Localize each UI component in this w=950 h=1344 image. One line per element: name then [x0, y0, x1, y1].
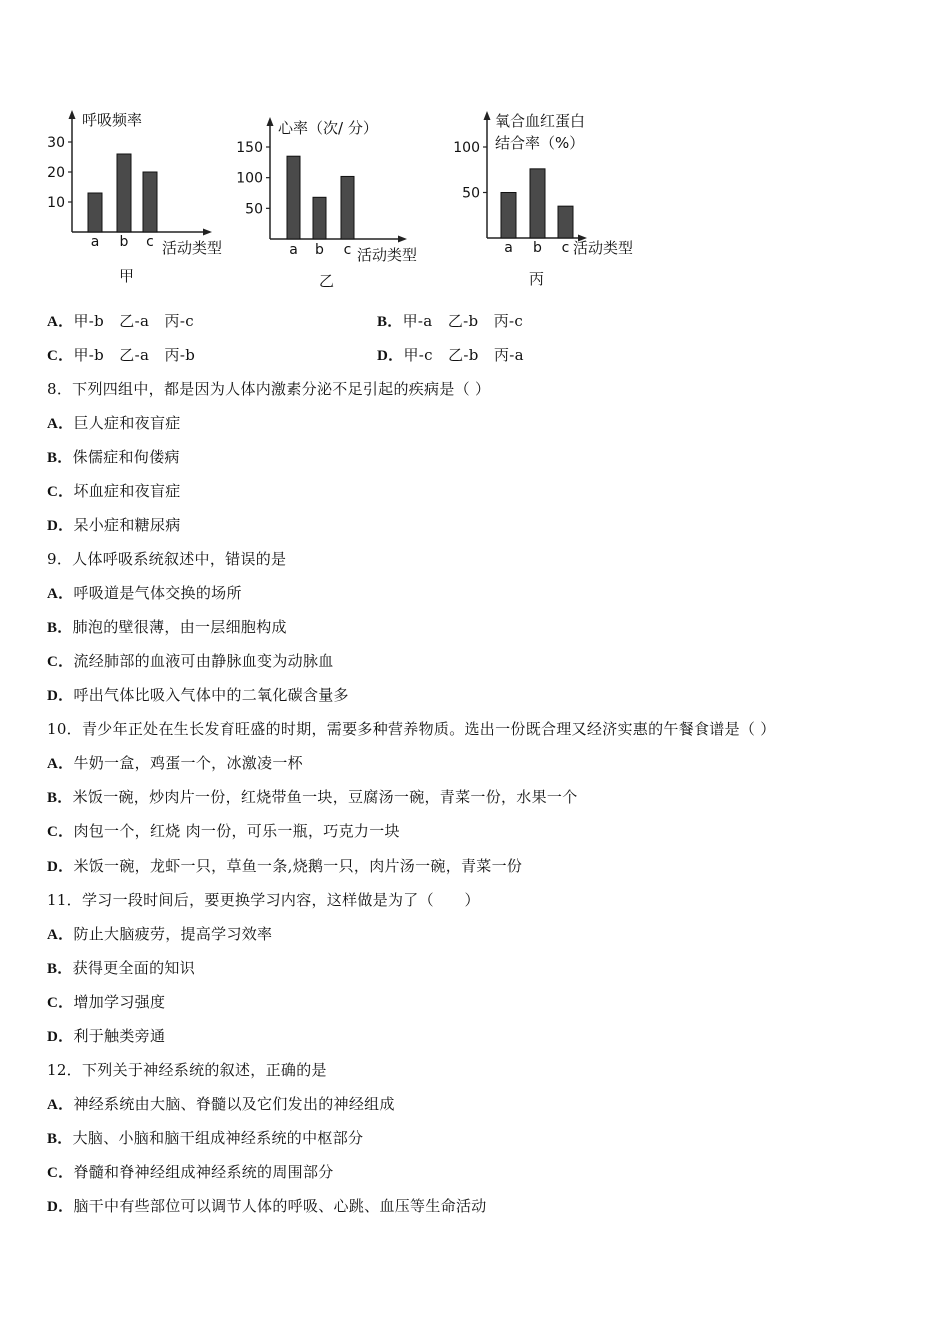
chart-jia-tick-label: 20 [47, 165, 65, 181]
option-text: 牛奶一盒，鸡蛋一个，冰激凌一杯 [73, 754, 303, 772]
chart-yi-category-label: b [315, 242, 324, 258]
q12-stem: 12．下列关于神经系统的叙述，正确的是 [47, 1061, 327, 1079]
q9-option-d[interactable] [47, 685, 349, 706]
chart-jia-bar-a [88, 193, 102, 232]
option-letter: C． [47, 654, 74, 670]
option-text: 防止大脑疲劳，提高学习效率 [73, 925, 273, 943]
chart-bing-ylabel-line1: 氧合血红蛋白 [495, 112, 586, 130]
q11-option-c[interactable] [47, 992, 165, 1013]
chart-yi-xlabel: 活动类型 [357, 246, 418, 264]
q10-stem: 10．青少年正处在生长发育旺盛的时期，需要多种营养物质。选出一份既合理又经济实惠的午餐食谱是（ ） [47, 720, 776, 738]
option-letter: B． [47, 961, 73, 977]
option-letter: B． [47, 1131, 73, 1147]
chart-yi-tick-label: 100 [236, 170, 263, 187]
chart-yi-y-arrow [267, 117, 274, 126]
option-letter: B． [47, 620, 73, 636]
q8-option-c[interactable] [47, 481, 181, 502]
chart-yi-bar-b [313, 197, 326, 239]
chart-bing-xlabel: 活动类型 [573, 239, 634, 257]
option-text: 肉包一个，红烧 肉一份，可乐一瓶，巧克力一块 [73, 822, 400, 840]
q10-option-b[interactable] [47, 787, 578, 808]
q7-option-a[interactable] [47, 311, 194, 332]
chart-yi-caption: 乙 [319, 272, 335, 290]
q8-stem: 8．下列四组中，都是因为人体内激素分泌不足引起的疾病是（ ） [47, 380, 491, 398]
q7-option-c[interactable] [47, 345, 195, 366]
q11-option-a[interactable] [47, 924, 272, 945]
q8-option-a[interactable] [47, 413, 181, 434]
option-letter: C． [47, 484, 74, 500]
option-text: 脊髓和脊神经组成神经系统的周围部分 [73, 1163, 334, 1181]
q10-option-d[interactable] [47, 856, 522, 877]
chart-yi-ylabel: 心率（次/ 分） [278, 119, 378, 137]
chart-yi [228, 112, 438, 294]
option-text: 甲-c 乙-b 丙-a [403, 346, 524, 364]
q12-option-a[interactable] [47, 1094, 395, 1115]
chart-yi-tick-label: 50 [245, 201, 263, 218]
option-text: 呆小症和糖尿病 [73, 516, 181, 534]
option-text: 坏血症和夜盲症 [73, 482, 181, 500]
option-letter: D． [377, 348, 404, 364]
option-text: 增加学习强度 [73, 993, 166, 1011]
chart-jia-ylabel: 呼吸频率 [82, 111, 143, 129]
option-letter: C． [47, 995, 74, 1011]
q9-option-c[interactable] [47, 651, 334, 672]
option-text: 脑干中有些部位可以调节人体的呼吸、心跳、血压等生命活动 [73, 1197, 487, 1215]
chart-bing [445, 106, 660, 292]
chart-jia [40, 105, 240, 285]
option-text: 甲-b 乙-a 丙-c [73, 312, 194, 330]
option-letter: D． [47, 688, 74, 704]
option-text: 巨人症和夜盲症 [73, 414, 181, 432]
q11-option-b[interactable] [47, 958, 195, 979]
option-text: 米饭一碗，炒肉片一份，红烧带鱼一块，豆腐汤一碗，青菜一份，水果一个 [72, 788, 578, 806]
chart-jia-tick-label: 30 [47, 135, 65, 151]
chart-jia-xlabel: 活动类型 [162, 239, 223, 257]
chart-bing-category-label: c [561, 240, 570, 256]
option-letter: C． [47, 824, 74, 840]
option-letter: C． [47, 348, 74, 364]
q11-stem: 11．学习一段时间后，要更换学习内容，这样做是为了（ ） [47, 891, 480, 909]
q12-option-b[interactable] [47, 1128, 363, 1149]
q8-option-d[interactable] [47, 515, 181, 536]
chart-bing-tick-label: 100 [453, 140, 480, 156]
chart-jia-category-label: c [146, 234, 154, 250]
option-text: 大脑、小脑和脑干组成神经系统的中枢部分 [72, 1129, 364, 1147]
option-letter: B． [47, 450, 73, 466]
option-letter: A． [47, 416, 74, 432]
chart-jia-x-arrow [203, 229, 212, 236]
option-text: 肺泡的壁很薄，由一层细胞构成 [72, 618, 287, 636]
option-text: 利于触类旁通 [73, 1027, 166, 1045]
option-text: 呼吸道是气体交换的场所 [73, 584, 242, 602]
option-letter: A． [47, 756, 74, 772]
chart-bing-bar-b [530, 169, 545, 238]
option-letter: B． [47, 790, 73, 806]
option-text: 呼出气体比吸入气体中的二氧化碳含量多 [73, 686, 349, 704]
option-letter: D． [47, 518, 74, 534]
q9-stem: 9．人体呼吸系统叙述中，错误的是 [47, 550, 287, 568]
chart-jia-caption: 甲 [119, 267, 135, 285]
option-letter: A． [47, 586, 74, 602]
chart-bing-bar-c [558, 206, 573, 238]
chart-bing-category-label: b [533, 240, 542, 256]
chart-jia-tick-label: 10 [47, 195, 65, 211]
q10-option-a[interactable] [47, 753, 303, 774]
chart-jia-category-label: a [90, 234, 100, 250]
q9-option-b[interactable] [47, 617, 287, 638]
chart-bing-ylabel-line2: 结合率（%） [495, 134, 585, 152]
option-text: 侏儒症和佝偻病 [72, 448, 180, 466]
option-letter: A． [47, 1097, 74, 1113]
chart-yi-x-arrow [398, 236, 407, 243]
option-text: 流经肺部的血液可由静脉血变为动脉血 [73, 652, 334, 670]
q7-option-b[interactable] [377, 311, 523, 332]
option-text: 米饭一碗，龙虾一只，草鱼一条,烧鹅一只，肉片汤一碗，青菜一份 [73, 857, 523, 875]
chart-yi-bar-c [341, 176, 354, 239]
option-text: 神经系统由大脑、脊髓以及它们发出的神经组成 [73, 1095, 395, 1113]
option-text: 甲-b 乙-a 丙-b [73, 346, 196, 364]
chart-yi-tick-label: 150 [236, 140, 263, 156]
option-letter: D． [47, 859, 74, 875]
option-letter: B． [377, 314, 403, 330]
chart-jia-y-arrow [69, 110, 76, 119]
chart-bing-category-label: a [504, 240, 513, 256]
chart-yi-category-label: a [289, 242, 298, 258]
chart-bing-tick-label: 50 [462, 185, 480, 202]
q12-option-c[interactable] [47, 1162, 334, 1183]
chart-bing-y-arrow [484, 111, 491, 120]
q7-option-d[interactable] [377, 345, 524, 366]
chart-jia-category-label: b [119, 234, 129, 250]
chart-jia-bar-b [117, 154, 131, 232]
option-letter: D． [47, 1199, 74, 1215]
chart-yi-bar-a [287, 156, 300, 239]
q12-option-d[interactable] [47, 1196, 487, 1217]
chart-bing-caption: 丙 [529, 270, 545, 288]
option-letter: A． [47, 314, 74, 330]
option-text: 甲-a 乙-b 丙-c [402, 312, 524, 330]
chart-bing-bar-a [501, 193, 516, 239]
q11-option-d[interactable] [47, 1026, 165, 1047]
q10-option-c[interactable] [47, 821, 400, 842]
q8-option-b[interactable] [47, 447, 180, 468]
charts-area [0, 0, 950, 300]
chart-jia-bar-c [143, 172, 157, 232]
option-letter: D． [47, 1029, 74, 1045]
option-text: 获得更全面的知识 [72, 959, 196, 977]
option-letter: C． [47, 1165, 74, 1181]
chart-yi-category-label: c [343, 242, 352, 258]
option-letter: A． [47, 927, 74, 943]
q9-option-a[interactable] [47, 583, 242, 604]
